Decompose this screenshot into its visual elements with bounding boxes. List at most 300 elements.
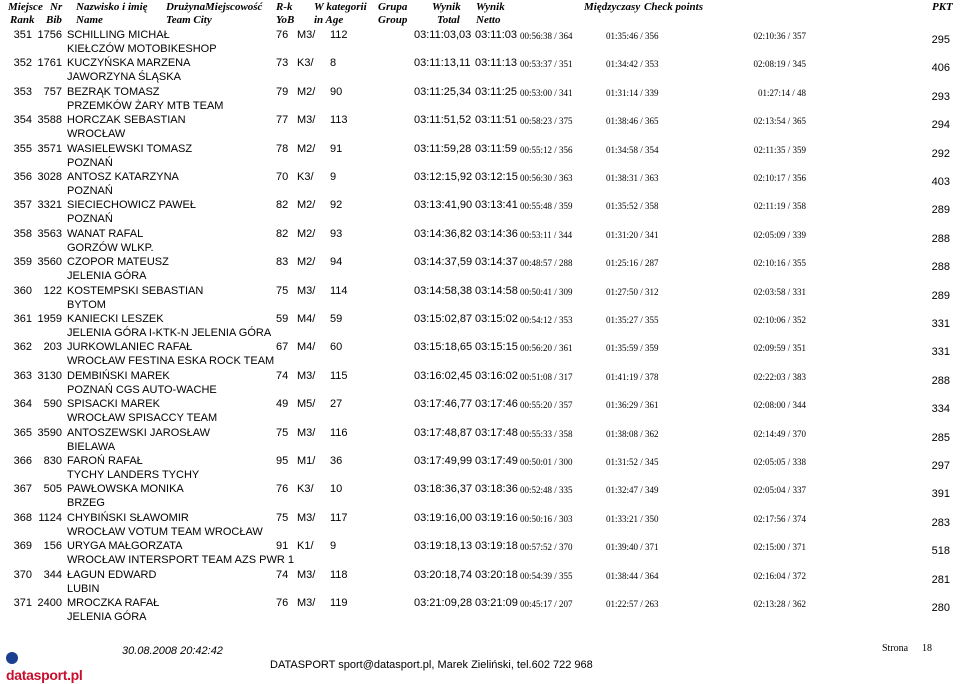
cell-total: 03:14:36,82 <box>414 227 473 240</box>
cell-place: 354 <box>13 114 32 127</box>
header-team-city: Team City <box>166 14 212 26</box>
cell-place: 357 <box>13 199 32 212</box>
cell-netto: 03:18:36 <box>475 483 518 496</box>
cell-yob: 74 <box>276 369 289 382</box>
cell-age-rank: 91 <box>330 142 343 155</box>
cell-yob: 73 <box>276 57 289 70</box>
cell-category: M3/ <box>297 369 316 382</box>
cell-bib: 505 <box>43 483 62 496</box>
cell-split-2: 01:35:46 / 356 <box>606 31 659 41</box>
cell-split-2: 01:34:42 / 353 <box>606 59 659 70</box>
table-row <box>0 482 960 510</box>
cell-age-rank: 118 <box>330 568 348 581</box>
cell-netto: 03:11:13 <box>475 57 518 70</box>
cell-age-rank: 112 <box>330 29 348 41</box>
cell-yob: 82 <box>276 199 289 212</box>
cell-category: K3/ <box>297 57 314 70</box>
cell-category: M5/ <box>297 398 316 411</box>
cell-pkt: 288 <box>931 261 950 274</box>
header-yob: YoB <box>276 14 295 26</box>
cell-bib: 3571 <box>37 142 62 155</box>
table-row <box>0 369 960 397</box>
cell-bib: 1124 <box>38 511 62 524</box>
cell-yob: 75 <box>276 511 289 524</box>
cell-split-1: 00:48:57 / 288 <box>520 258 573 269</box>
cell-place: 364 <box>13 398 32 411</box>
cell-split-1: 00:55:48 / 359 <box>520 201 573 212</box>
cell-team: WROCŁAW VOTUM TEAM WROCŁAW <box>67 525 263 538</box>
cell-name: WANAT RAFAL <box>67 227 144 240</box>
cell-pkt: 331 <box>931 318 950 330</box>
table-row <box>0 312 960 340</box>
cell-total: 03:11:25,34 <box>414 85 472 98</box>
cell-bib: 1756 <box>37 29 62 41</box>
cell-pkt: 294 <box>931 119 950 132</box>
cell-category: M2/ <box>297 142 316 155</box>
cell-total: 03:11:59,28 <box>414 142 472 155</box>
cell-name: SIECIECHOWICZ PAWEŁ <box>67 199 196 212</box>
cell-total: 03:19:16,00 <box>414 511 473 524</box>
cell-yob: 49 <box>276 398 289 411</box>
cell-split-3: 02:08:19 / 345 <box>753 59 806 70</box>
cell-netto: 03:17:48 <box>475 426 518 439</box>
cell-yob: 59 <box>276 313 289 325</box>
table-row <box>0 227 960 255</box>
cell-split-1: 00:54:39 / 355 <box>520 570 573 581</box>
cell-netto: 03:12:15 <box>475 171 518 183</box>
cell-name: KUCZYŃSKA MARZENA <box>67 57 191 70</box>
cell-age-rank: 114 <box>330 284 348 297</box>
cell-category: M3/ <box>297 426 316 439</box>
cell-split-3: 02:11:19 / 358 <box>753 201 806 212</box>
cell-category: M2/ <box>297 199 316 212</box>
cell-pkt: 285 <box>931 431 950 444</box>
cell-netto: 03:17:46 <box>475 398 518 411</box>
cell-bib: 1959 <box>37 313 62 325</box>
cell-split-2: 01:31:20 / 341 <box>606 229 659 240</box>
cell-split-1: 00:55:12 / 356 <box>520 144 573 155</box>
cell-split-3: 02:14:49 / 370 <box>753 428 806 439</box>
cell-yob: 91 <box>276 540 289 553</box>
cell-netto: 03:15:02 <box>475 313 518 325</box>
cell-age-rank: 116 <box>330 426 348 439</box>
page-footer <box>0 638 960 683</box>
cell-split-1: 00:58:23 / 375 <box>520 116 573 127</box>
cell-pkt: 280 <box>931 602 950 614</box>
cell-pkt: 297 <box>931 460 950 472</box>
table-row <box>0 539 960 567</box>
cell-place: 361 <box>13 313 32 325</box>
footer-contact: DATASPORT sport@datasport.pl, Marek Zieliński, tel.602 722 968 <box>270 659 593 671</box>
cell-yob: 74 <box>276 568 289 581</box>
cell-split-2: 01:38:46 / 365 <box>606 116 659 127</box>
cell-pkt: 295 <box>931 34 950 46</box>
cell-netto: 03:19:18 <box>475 540 518 553</box>
cell-age-rank: 10 <box>330 483 343 496</box>
cell-split-1: 00:55:20 / 357 <box>520 400 573 411</box>
cell-team: TYCHY LANDERS TYCHY <box>67 469 200 481</box>
cell-pkt: 403 <box>931 176 950 188</box>
cell-split-2: 01:32:47 / 349 <box>606 485 659 496</box>
cell-yob: 78 <box>276 142 289 155</box>
cell-age-rank: 115 <box>330 369 348 382</box>
cell-name: MROCZKA RAFAŁ <box>67 597 160 609</box>
cell-name: ANTOSZ KATARZYNA <box>67 171 179 183</box>
cell-split-1: 00:50:41 / 309 <box>520 286 573 297</box>
cell-total: 03:13:41,90 <box>414 199 473 212</box>
table-row <box>0 142 960 170</box>
cell-category: M4/ <box>297 341 316 354</box>
cell-category: M3/ <box>297 284 316 297</box>
cell-team: JAWORZYNA ŚLĄSKA <box>67 71 181 84</box>
cell-split-1: 00:52:48 / 335 <box>520 485 573 496</box>
cell-name: WASIELEWSKI TOMASZ <box>67 142 193 155</box>
table-row <box>0 85 960 113</box>
cell-split-2: 01:22:57 / 263 <box>606 599 659 609</box>
cell-split-1: 00:45:17 / 207 <box>520 599 573 609</box>
cell-age-rank: 8 <box>330 57 337 70</box>
cell-pkt: 293 <box>931 90 950 103</box>
cell-netto: 03:14:37 <box>475 256 518 269</box>
table-row <box>0 454 960 482</box>
cell-split-1: 00:53:11 / 344 <box>520 229 573 240</box>
cell-netto: 03:13:41 <box>475 199 518 212</box>
cell-split-1: 00:50:01 / 300 <box>520 457 573 467</box>
header-wynik-2: Wynik <box>476 1 505 13</box>
cell-split-3: 02:03:58 / 331 <box>753 286 806 297</box>
cell-place: 369 <box>13 540 32 553</box>
cell-split-3: 02:16:04 / 372 <box>753 570 806 581</box>
cell-total: 03:15:02,87 <box>414 313 473 325</box>
cell-team: JELENIA GÓRA I-KTK-N JELENIA GÓRA <box>67 327 272 339</box>
cell-place: 371 <box>13 597 32 609</box>
cell-place: 359 <box>13 256 32 269</box>
cell-place: 360 <box>13 284 32 297</box>
cell-name: PAWŁOWSKA MONIKA <box>67 483 184 496</box>
cell-split-1: 00:53:00 / 341 <box>520 87 573 98</box>
ball-icon <box>6 652 18 664</box>
header-miedzyczasy: Międzyczasy <box>584 1 641 13</box>
cell-split-3: 02:10:16 / 355 <box>753 258 806 269</box>
cell-yob: 75 <box>276 284 289 297</box>
cell-pkt: 331 <box>931 346 950 359</box>
cell-bib: 2400 <box>37 597 62 609</box>
cell-team: JELENIA GÓRA <box>67 611 147 623</box>
cell-team: POZNAŃ <box>67 156 113 169</box>
cell-pkt: 289 <box>931 289 950 302</box>
cell-total: 03:14:58,38 <box>414 284 473 297</box>
table-row <box>0 596 960 624</box>
cell-bib: 3560 <box>37 256 62 269</box>
cell-category: K1/ <box>297 540 314 553</box>
cell-split-2: 01:31:14 / 339 <box>606 87 659 98</box>
header-bib: Bib <box>46 14 62 26</box>
datasport-logo <box>6 648 83 683</box>
cell-split-3: 02:10:36 / 357 <box>753 31 806 41</box>
cell-total: 03:14:37,59 <box>414 256 473 269</box>
cell-bib: 3028 <box>37 171 62 183</box>
cell-team: PRZEMKÓW ŻARY MTB TEAM <box>67 99 224 112</box>
cell-team: JELENIA GÓRA <box>67 270 147 283</box>
cell-netto: 03:14:36 <box>475 227 518 240</box>
cell-yob: 75 <box>276 426 289 439</box>
cell-netto: 03:11:25 <box>475 85 518 98</box>
cell-place: 358 <box>13 227 32 240</box>
header-in-age: in Age <box>314 14 344 26</box>
header-pkt: PKT <box>932 1 953 13</box>
header-druzyna: Drużyna <box>166 1 206 13</box>
cell-netto: 03:11:51 <box>475 114 518 127</box>
cell-category: K3/ <box>297 171 314 183</box>
cell-pkt: 289 <box>931 204 950 217</box>
cell-age-rank: 36 <box>330 455 343 467</box>
cell-split-2: 01:38:08 / 362 <box>606 428 659 439</box>
cell-split-3: 02:13:54 / 365 <box>753 116 806 127</box>
cell-total: 03:11:03,03 <box>414 29 472 41</box>
table-row <box>0 170 960 198</box>
cell-bib: 1761 <box>37 57 62 70</box>
cell-bib: 830 <box>43 455 62 467</box>
cell-name: URYGA MAŁGORZATA <box>67 540 183 553</box>
cell-split-3: 02:11:35 / 359 <box>753 144 806 155</box>
cell-pkt: 292 <box>931 147 950 160</box>
cell-place: 370 <box>13 568 32 581</box>
cell-yob: 70 <box>276 171 289 183</box>
cell-split-2: 01:34:58 / 354 <box>606 144 659 155</box>
cell-bib: 3321 <box>37 199 62 212</box>
header-rank: Rank <box>10 14 35 26</box>
cell-category: K3/ <box>297 483 314 496</box>
cell-team: WROCŁAW FESTINA ESKA ROCK TEAM <box>67 355 275 368</box>
cell-pkt: 406 <box>931 62 950 75</box>
cell-bib: 3130 <box>37 369 62 382</box>
cell-bib: 203 <box>43 341 62 354</box>
cell-name: SPISACKI MAREK <box>67 398 160 411</box>
cell-name: ANTOSZEWSKI JAROSŁAW <box>67 426 211 439</box>
cell-name: KANIECKI LESZEK <box>67 313 164 325</box>
cell-yob: 67 <box>276 341 289 354</box>
cell-split-1: 00:54:12 / 353 <box>520 315 573 325</box>
cell-split-2: 01:31:52 / 345 <box>606 457 659 467</box>
cell-yob: 95 <box>276 455 289 467</box>
cell-bib: 122 <box>43 284 62 297</box>
cell-age-rank: 59 <box>330 313 343 325</box>
cell-total: 03:17:46,77 <box>414 398 473 411</box>
cell-netto: 03:21:09 <box>475 597 518 609</box>
cell-total: 03:17:48,87 <box>414 426 473 439</box>
cell-split-3: 02:05:09 / 339 <box>753 229 806 240</box>
cell-split-3: 02:15:00 / 371 <box>753 542 806 553</box>
cell-team: LUBIN <box>67 582 100 595</box>
cell-split-1: 00:56:38 / 364 <box>520 31 573 41</box>
table-row <box>0 56 960 84</box>
cell-team: WROCŁAW <box>67 128 126 141</box>
cell-place: 356 <box>13 171 32 183</box>
cell-name: KOSTEMPSKI SEBASTIAN <box>67 284 204 297</box>
cell-total: 03:11:51,52 <box>414 114 472 127</box>
cell-split-1: 00:56:20 / 361 <box>520 343 573 354</box>
header-grupa: Grupa <box>378 1 408 13</box>
cell-split-2: 01:35:59 / 359 <box>606 343 659 354</box>
header-wynik: Wynik <box>432 1 461 13</box>
cell-split-1: 00:56:30 / 363 <box>520 173 573 183</box>
cell-category: M3/ <box>297 114 316 127</box>
cell-yob: 79 <box>276 85 289 98</box>
cell-netto: 03:16:02 <box>475 369 518 382</box>
header-check-points: Check points <box>644 1 703 13</box>
cell-category: M3/ <box>297 29 316 41</box>
cell-place: 368 <box>13 511 32 524</box>
cell-split-1: 00:53:37 / 351 <box>520 59 573 70</box>
cell-split-2: 01:35:52 / 358 <box>606 201 659 212</box>
cell-team: WROCŁAW SPISACCY TEAM <box>67 412 218 425</box>
cell-split-1: 00:57:52 / 370 <box>520 542 573 553</box>
cell-total: 03:18:36,37 <box>414 483 473 496</box>
cell-bib: 590 <box>43 398 62 411</box>
cell-place: 352 <box>13 57 32 70</box>
cell-bib: 3563 <box>37 227 62 240</box>
cell-pkt: 518 <box>931 545 950 558</box>
cell-bib: 3590 <box>37 426 62 439</box>
cell-split-2: 01:27:50 / 312 <box>606 286 659 297</box>
cell-bib: 344 <box>43 568 62 581</box>
cell-team: GORZÓW WLKP. <box>67 241 154 254</box>
cell-yob: 82 <box>276 227 289 240</box>
cell-split-3: 02:10:06 / 352 <box>753 315 806 325</box>
cell-bib: 156 <box>43 540 62 553</box>
table-row <box>0 284 960 312</box>
cell-age-rank: 113 <box>330 114 348 127</box>
cell-netto: 03:11:03 <box>475 29 518 41</box>
cell-split-2: 01:38:44 / 364 <box>606 570 659 581</box>
cell-age-rank: 92 <box>330 199 343 212</box>
header-group: Group <box>378 14 408 26</box>
header-total: Total <box>437 14 460 26</box>
cell-age-rank: 119 <box>330 597 348 609</box>
cell-split-3: 02:08:00 / 344 <box>753 400 806 411</box>
table-row <box>0 340 960 368</box>
cell-total: 03:16:02,45 <box>414 369 473 382</box>
header-rk: R-k <box>276 1 293 13</box>
header-netto: Netto <box>476 14 501 26</box>
cell-total: 03:20:18,74 <box>414 568 473 581</box>
cell-category: M3/ <box>297 597 316 609</box>
header-w-kategorii: W kategorii <box>314 1 367 13</box>
cell-total: 03:12:15,92 <box>414 171 473 183</box>
cell-pkt: 288 <box>931 374 950 387</box>
cell-netto: 03:11:59 <box>475 142 518 155</box>
cell-total: 03:19:18,13 <box>414 540 473 553</box>
header-nazwisko: Nazwisko i imię <box>76 1 148 13</box>
cell-name: JURKOWLANIEC RAFAŁ <box>67 341 193 354</box>
cell-yob: 83 <box>276 256 289 269</box>
table-row <box>0 511 960 539</box>
cell-team: POZNAŃ <box>67 213 113 226</box>
cell-split-2: 01:36:29 / 361 <box>606 400 659 411</box>
table-row <box>0 426 960 454</box>
cell-split-3: 02:05:05 / 338 <box>753 457 806 467</box>
cell-place: 367 <box>13 483 32 496</box>
cell-netto: 03:20:18 <box>475 568 518 581</box>
cell-split-1: 00:50:16 / 303 <box>520 513 573 524</box>
cell-place: 355 <box>13 142 32 155</box>
footer-date: 30.08.2008 20:42:42 <box>122 645 223 657</box>
cell-team: WROCŁAW INTERSPORT TEAM AZS PWR 1 <box>67 554 294 567</box>
cell-pkt: 334 <box>931 403 950 416</box>
cell-yob: 76 <box>276 29 289 41</box>
cell-split-2: 01:41:19 / 378 <box>606 371 659 382</box>
table-row <box>0 397 960 425</box>
cell-category: M1/ <box>297 455 316 467</box>
cell-split-2: 01:35:27 / 355 <box>606 315 659 325</box>
cell-place: 365 <box>13 426 32 439</box>
cell-place: 363 <box>13 369 32 382</box>
cell-bib: 757 <box>43 85 62 98</box>
cell-category: M2/ <box>297 256 316 269</box>
cell-split-3: 02:22:03 / 383 <box>753 371 806 382</box>
cell-age-rank: 27 <box>330 398 343 411</box>
footer-page-label: Strona <box>882 643 909 654</box>
cell-team: KIEŁCZÓW MOTOBIKESHOP <box>67 43 217 55</box>
header-miejscowosc: Miejscowość <box>205 1 263 13</box>
cell-total: 03:21:09,28 <box>414 597 473 609</box>
cell-age-rank: 117 <box>330 511 348 524</box>
header-nr: Nr <box>50 1 63 13</box>
cell-place: 362 <box>13 341 32 354</box>
table-header <box>0 0 960 28</box>
cell-yob: 77 <box>276 114 289 127</box>
cell-name: DEMBIŃSKI MAREK <box>67 369 170 382</box>
header-miejsce: Miejsce <box>8 1 43 13</box>
cell-place: 366 <box>13 455 32 467</box>
logo-text: datasport.pl <box>6 667 83 683</box>
cell-split-1: 00:51:08 / 317 <box>520 371 573 382</box>
table-row <box>0 198 960 226</box>
cell-yob: 76 <box>276 597 289 609</box>
cell-category: M3/ <box>297 511 316 524</box>
table-row <box>0 28 960 56</box>
cell-pkt: 283 <box>931 516 950 529</box>
cell-name: BEZRĄK TOMASZ <box>67 85 160 98</box>
cell-team: POZNAŃ <box>67 185 113 197</box>
cell-netto: 03:14:58 <box>475 284 518 297</box>
table-row <box>0 255 960 283</box>
table-row <box>0 113 960 141</box>
cell-age-rank: 90 <box>330 85 343 98</box>
cell-team: BIELAWA <box>67 440 116 453</box>
cell-netto: 03:19:16 <box>475 511 518 524</box>
cell-category: M4/ <box>297 313 316 325</box>
header-name: Name <box>76 14 103 26</box>
cell-bib: 3588 <box>37 114 62 127</box>
cell-name: HORCZAK SEBASTIAN <box>67 114 186 127</box>
cell-split-2: 01:38:31 / 363 <box>606 173 659 183</box>
cell-netto: 03:17:49 <box>475 455 518 467</box>
cell-age-rank: 9 <box>330 540 337 553</box>
cell-pkt: 391 <box>931 488 950 501</box>
cell-team: POZNAŃ CGS AUTO-WACHE <box>67 383 217 396</box>
cell-split-3: 02:10:17 / 356 <box>753 173 806 183</box>
cell-pkt: 281 <box>931 573 950 586</box>
cell-team: BRZEG <box>67 497 105 510</box>
cell-netto: 03:15:15 <box>475 341 518 354</box>
cell-category: M2/ <box>297 227 316 240</box>
cell-total: 03:15:18,65 <box>414 341 473 354</box>
table-row <box>0 568 960 596</box>
cell-total: 03:11:13,11 <box>414 57 471 70</box>
cell-name: CZOPOR MATEUSZ <box>67 256 169 269</box>
cell-place: 351 <box>13 29 32 41</box>
